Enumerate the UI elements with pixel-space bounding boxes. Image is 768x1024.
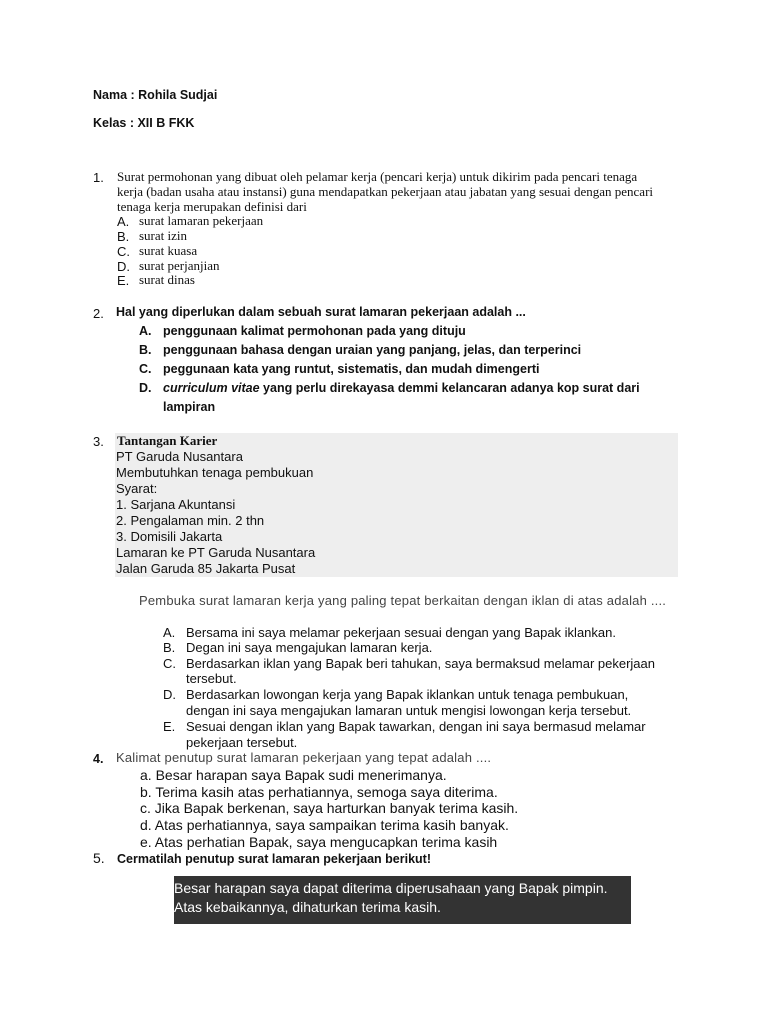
closing-example-line: Besar harapan saya dapat diterima diperusahaan yang Bapak pimpin. <box>174 880 608 896</box>
option-text: b. Terima kasih atas perhatiannya, semoga saya diterima. <box>140 784 498 800</box>
question-number: 1. <box>93 170 104 185</box>
question-text-line: kerja (badan usaha atau instansi) guna mendapatkan pekerjaan atau jabatan yang sesuai dengan pencari <box>117 184 654 199</box>
ad-line: Membutuhkan tenaga pembukuan <box>116 465 314 480</box>
option-text: surat kuasa <box>139 243 198 258</box>
option-letter: A. <box>139 324 152 338</box>
option-text: a. Besar harapan saya Bapak sudi menerimanya. <box>140 767 447 783</box>
option-letter: E. <box>117 273 130 288</box>
ad-line: 1. Sarjana Akuntansi <box>116 497 236 512</box>
option-text: Bersama ini saya melamar pekerjaan sesuai dengan yang Bapak iklankan. <box>186 625 616 640</box>
option-letter: D. <box>139 381 152 395</box>
option-letter: D. <box>117 259 130 274</box>
ad-line: Jalan Garuda 85 Jakarta Pusat <box>116 561 296 576</box>
option-letter: C. <box>139 362 152 376</box>
question-number: 2. <box>93 306 104 321</box>
option-text <box>163 381 640 395</box>
option-text-continued: lampiran <box>163 400 216 414</box>
ad-line: Lamaran ke PT Garuda Nusantara <box>116 545 316 560</box>
question-text: Pembuka surat lamaran kerja yang paling tepat berkaitan dengan iklan di atas adalah .... <box>139 593 667 608</box>
ad-line: PT Garuda Nusantara <box>116 449 243 464</box>
option-text: d. Atas perhatiannya, saya sampaikan terima kasih banyak. <box>140 817 509 833</box>
option-text-continued: tersebut. <box>186 671 237 686</box>
option-text: surat lamaran pekerjaan <box>139 213 264 228</box>
option-text: surat izin <box>139 228 188 243</box>
option-letter: D. <box>163 687 176 702</box>
option-text: Berdasarkan lowongan kerja yang Bapak iklankan untuk tenaga pembukuan, <box>186 687 629 702</box>
option-letter: A. <box>163 625 176 640</box>
student-class: Kelas : XII B FKK <box>93 116 195 130</box>
option-text: peggunaan kata yang runtut, sistematis, dan mudah dimengerti <box>163 362 540 376</box>
question-text-line: tenaga kerja merupakan definisi dari <box>117 199 307 214</box>
ad-line: Syarat: <box>116 481 158 496</box>
option-text: c. Jika Bapak berkenan, saya harturkan banyak terima kasih. <box>140 800 519 816</box>
ad-line: 2. Pengalaman min. 2 thn <box>116 513 265 528</box>
option-text: Berdasarkan iklan yang Bapak beri tahukan, saya bermaksud melamar pekerjaan <box>186 656 655 671</box>
option-letter: C. <box>163 656 176 671</box>
question-text-line: Surat permohonan yang dibuat oleh pelamar kerja (pencari kerja) untuk dikirim pada pencari tenaga <box>117 169 638 184</box>
italic-term: curriculum vitae <box>163 381 260 395</box>
option-text: penggunaan bahasa dengan uraian yang panjang, jelas, dan terperinci <box>163 343 582 357</box>
question-text: Hal yang diperlukan dalam sebuah surat lamaran pekerjaan adalah ... <box>116 305 526 319</box>
question-text: Cermatilah penutup surat lamaran pekerjaan berikut! <box>117 852 431 866</box>
question-number: 4. <box>93 752 104 766</box>
ad-heading: Tantangan Karier <box>117 433 218 448</box>
option-text: e. Atas perhatian Bapak, saya mengucapkan terima kasih <box>140 834 498 850</box>
option-text-continued: pekerjaan tersebut. <box>186 735 298 750</box>
option-letter: E. <box>163 719 176 734</box>
option-text-continued: dengan ini saya mengajukan lamaran untuk mengisi lowongan kerja tersebut. <box>186 703 632 718</box>
question-text: Kalimat penutup surat lamaran pekerjaan yang tepat adalah .... <box>116 750 492 765</box>
option-letter: B. <box>117 229 130 244</box>
question-number: 3. <box>93 434 104 449</box>
option-text-rest: yang perlu direkayasa demmi kelancaran adanya kop surat dari <box>259 381 640 395</box>
option-letter: B. <box>163 640 176 655</box>
option-text: surat perjanjian <box>139 258 220 273</box>
closing-example-line: Atas kebaikannya, dihaturkan terima kasih. <box>174 899 441 915</box>
option-text: Degan ini saya mengajukan lamaran kerja. <box>186 640 433 655</box>
option-text: surat dinas <box>139 272 195 287</box>
option-letter: A. <box>117 214 130 229</box>
option-letter: B. <box>139 343 152 357</box>
student-name: Nama : Rohila Sudjai <box>93 88 218 102</box>
option-text: Sesuai dengan iklan yang Bapak tawarkan, dengan ini saya bermasud melamar <box>186 719 646 734</box>
ad-line: 3. Domisili Jakarta <box>116 529 223 544</box>
option-text: penggunaan kalimat permohonan pada yang dituju <box>163 324 466 338</box>
closing-example-box <box>174 876 631 924</box>
question-number: 5. <box>93 850 105 866</box>
option-letter: C. <box>117 244 130 259</box>
